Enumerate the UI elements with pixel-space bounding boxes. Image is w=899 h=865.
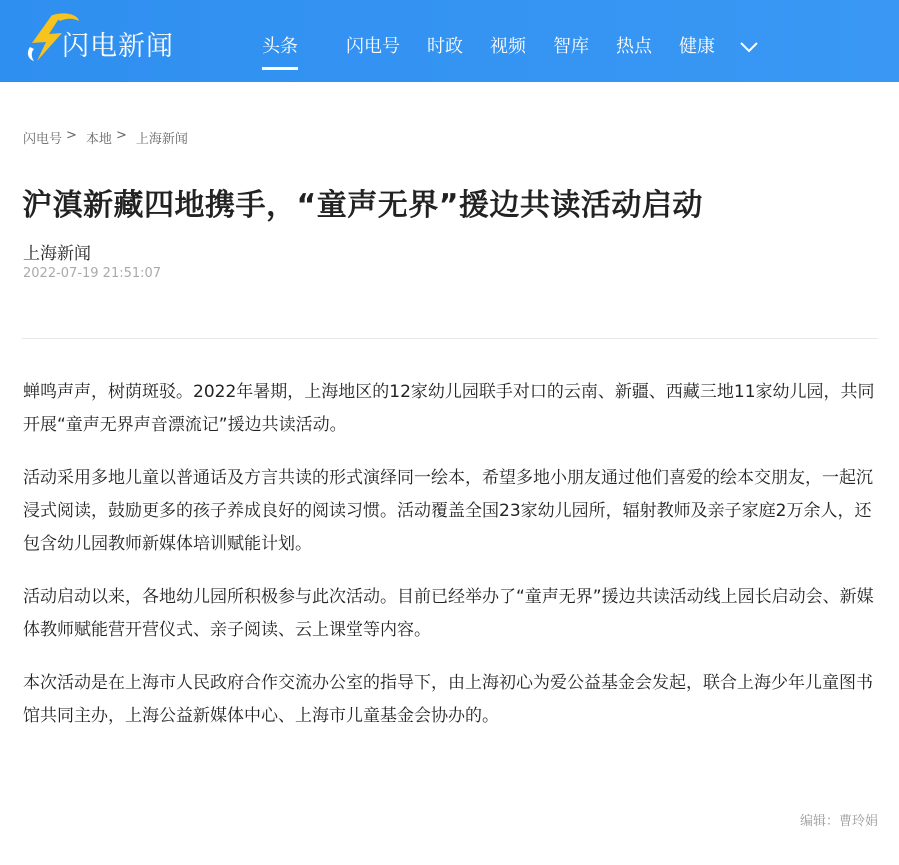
- chevron-down-icon[interactable]: [738, 36, 760, 58]
- breadcrumb-separator: >: [115, 128, 127, 143]
- nav-item-thinktank[interactable]: 智库: [553, 36, 589, 57]
- article-editor: 编辑：曹玲娟: [799, 814, 878, 829]
- breadcrumb-item-local[interactable]: 本地: [85, 132, 112, 147]
- top-navigation-bar: [0, 0, 899, 82]
- article-paragraph: 蝉鸣声声，树荫斑驳。2022年暑期，上海地区的12家幼儿园联手对口的云南、新疆、西藏三地11家幼儿园，共同开展“童声无界声音漂流记”援边共读活动。: [23, 382, 875, 435]
- nav-item-health[interactable]: 健康: [679, 36, 715, 57]
- nav-item-hot[interactable]: 热点: [616, 36, 652, 57]
- divider: [22, 338, 878, 339]
- nav-item-shandianhao[interactable]: 闪电号: [346, 36, 400, 57]
- article-timestamp: 2022-07-19 21:51:07: [23, 266, 162, 281]
- breadcrumb-item-shanghai-news[interactable]: 上海新闻: [135, 132, 188, 147]
- article-paragraph: 活动启动以来，各地幼儿园所积极参与此次活动。目前已经举办了“童声无界”援边共读活动线上园长启动会、新媒体教师赋能营开营仪式、亲子阅读、云上课堂等内容。: [23, 587, 874, 640]
- nav-item-headlines[interactable]: 头条: [262, 36, 298, 57]
- main-nav: [262, 35, 760, 59]
- article-body: [23, 376, 879, 753]
- breadcrumb-item-shandianhao[interactable]: 闪电号: [23, 132, 63, 147]
- logo-text[interactable]: 闪电新闻: [62, 31, 174, 62]
- article-paragraph: 活动采用多地儿童以普通话及方言共读的形式演绎同一绘本，希望多地小朋友通过他们喜爱的绘本交朋友，一起沉浸式阅读，鼓励更多的孩子养成良好的阅读习惯。活动覆盖全国23家幼儿园所，辐射教师及亲子家庭2万余人，还包含幼儿园教师新媒体培训赋能计划。: [23, 468, 873, 554]
- nav-item-video[interactable]: 视频: [490, 36, 526, 57]
- article-paragraph: 本次活动是在上海市人民政府合作交流办公室的指导下，由上海初心为爱公益基金会发起，联合上海少年儿童图书馆共同主办，上海公益新媒体中心、上海市儿童基金会协办的。: [23, 673, 873, 726]
- breadcrumb-separator: >: [66, 128, 77, 143]
- article-source[interactable]: 上海新闻: [23, 244, 91, 264]
- nav-item-politics[interactable]: 时政: [427, 36, 463, 57]
- breadcrumb: [23, 128, 192, 147]
- article-title: 沪滇新藏四地携手，“童声无界”援边共读活动启动: [22, 188, 703, 223]
